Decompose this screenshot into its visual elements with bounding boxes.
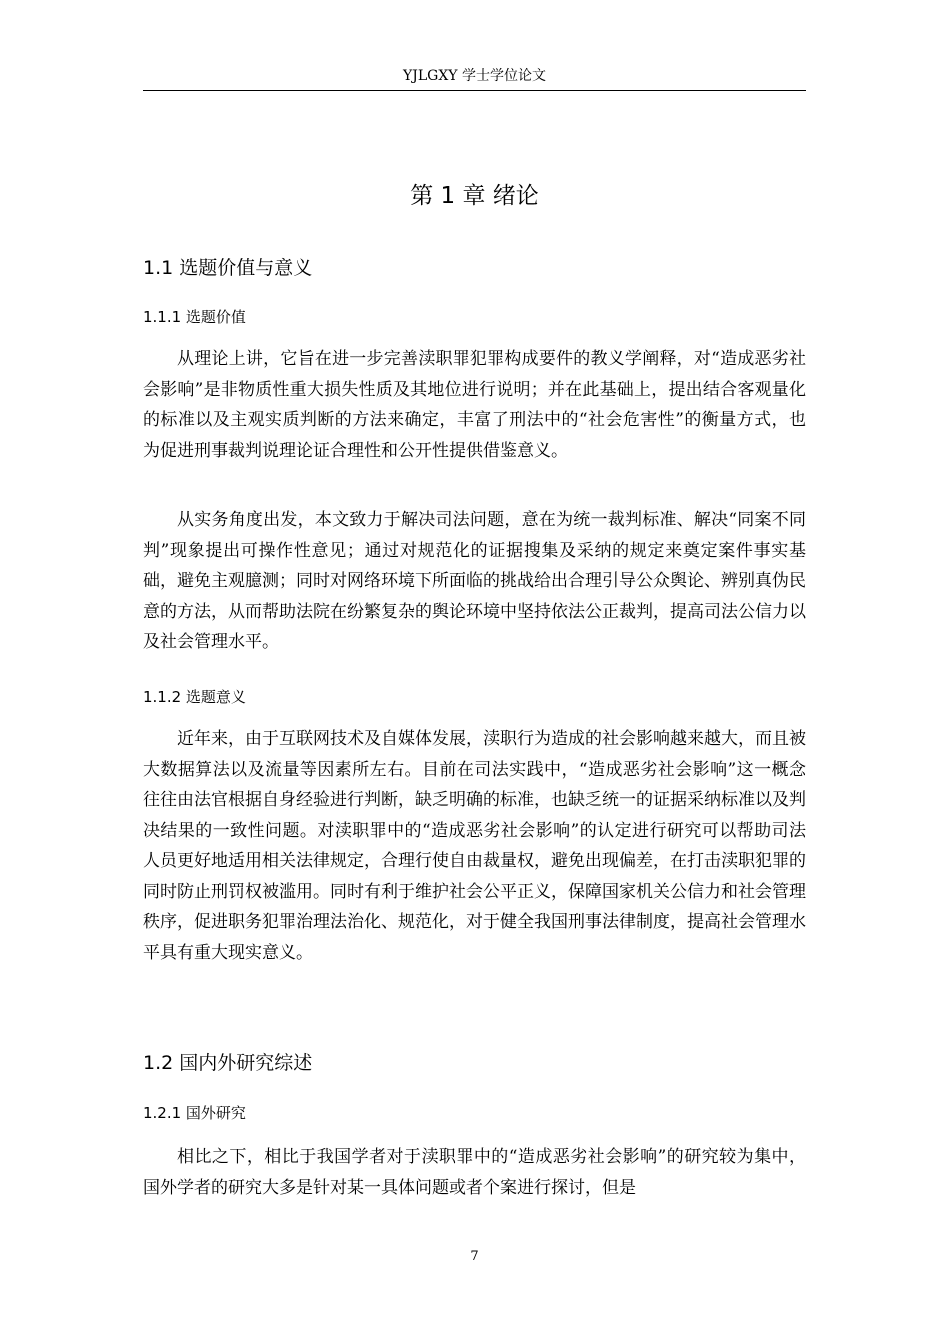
- running-header: YJLGXY 学士学位论文: [403, 68, 546, 84]
- subsection-heading: 1.1.1 选题价值: [143, 308, 246, 326]
- header-rule: [143, 90, 806, 91]
- subsection-heading: 1.2.1 国外研究: [143, 1104, 246, 1122]
- chapter-title: 第 1 章 绪论: [410, 183, 539, 209]
- page-number: 7: [470, 1249, 479, 1264]
- body-paragraph: 近年来，由于互联网技术及自媒体发展，渎职行为造成的社会影响越来越大，而且被大数据算法以及流量等因素所左右。目前在司法实践中，“造成恶劣社会影响”这一概念往往由法官根据自身经验进行判断，缺乏明确的标准，也缺乏统一的证据采纳标准以及判决结果的一致性问题。对渎职罪中的“造成恶劣社会影响”的认定进行研究可以帮助司法人员更好地适用相关法律规定，合理行使自由裁量权，避免出现偏差，在打击渎职犯罪的同时防止刑罚权被滥用。同时有利于维护社会公平正义，保障国家机关公信力和社会管理秩序，促进职务犯罪治理法治化、规范化，对于健全我国刑事法律制度，提高社会管理水平具有重大现实意义。: [143, 729, 806, 963]
- section-heading: 1.1 选题价值与意义: [143, 257, 313, 279]
- body-paragraph: 相比之下，相比于我国学者对于渎职罪中的“造成恶劣社会影响”的研究较为集中，国外学者的研究大多是针对某一具体问题或者个案进行探讨，但是: [143, 1147, 806, 1198]
- section-heading: 1.2 国内外研究综述: [143, 1052, 313, 1074]
- body-paragraph: 从理论上讲，它旨在进一步完善渎职罪犯罪构成要件的教义学阐释，对“造成恶劣社会影响”是非物质性重大损失性质及其地位进行说明；并在此基础上，提出结合客观量化的标准以及主观实质判断的方法来确定，丰富了刑法中的“社会危害性”的衡量方式，也为促进刑事裁判说理论证合理性和公开性提供借鉴意义。: [143, 349, 806, 461]
- subsection-heading: 1.1.2 选题意义: [143, 688, 246, 706]
- body-paragraph: 从实务角度出发，本文致力于解决司法问题，意在为统一裁判标准、解决“同案不同判”现象提出可操作性意见；通过对规范化的证据搜集及采纳的规定来奠定案件事实基础，避免主观臆测；同时对网络环境下所面临的挑战给出合理引导公众舆论、辨别真伪民意的方法，从而帮助法院在纷繁复杂的舆论环境中坚持依法公正裁判，提高司法公信力以及社会管理水平。: [143, 510, 806, 652]
